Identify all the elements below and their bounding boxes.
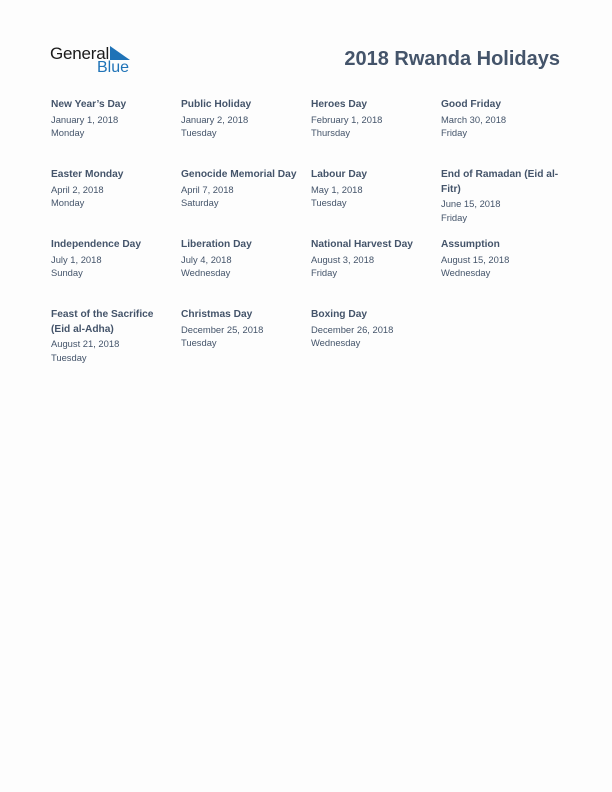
logo-text-general: General (50, 44, 110, 63)
holiday-weekday: Tuesday (181, 337, 217, 348)
holiday-date: December 26, 2018 (311, 323, 394, 335)
holiday-item (441, 238, 571, 308)
holiday-weekday: Friday (441, 211, 468, 223)
holiday-date: August 15, 2018 (441, 253, 510, 265)
holiday-grid (51, 98, 571, 378)
holiday-weekday: Monday (51, 197, 85, 208)
holiday-date: December 25, 2018 (181, 323, 264, 335)
holiday-item (181, 98, 311, 168)
holiday-weekday: Saturday (181, 197, 219, 208)
holiday-weekday: Monday (51, 127, 85, 138)
holiday-date: July 4, 2018 (181, 253, 232, 265)
holiday-date: January 2, 2018 (181, 113, 249, 125)
holiday-weekday: Thursday (311, 127, 351, 138)
holiday-item (181, 308, 311, 378)
holiday-weekday: Wednesday (181, 267, 231, 278)
holiday-weekday: Sunday (51, 267, 83, 278)
holiday-weekday: Tuesday (311, 197, 347, 208)
holiday-weekday: Wednesday (441, 267, 491, 278)
logo-text-blue: Blue (97, 59, 130, 76)
holiday-item (181, 238, 311, 308)
holiday-date: August 21, 2018 (51, 338, 120, 349)
holiday-name: Liberation Day (181, 239, 252, 250)
holiday-item (441, 98, 571, 168)
holiday-name: Genocide Memorial Day (181, 169, 297, 180)
holiday-item (181, 168, 311, 238)
holiday-date: April 2, 2018 (51, 183, 104, 195)
holiday-item (311, 168, 441, 238)
holiday-name: National Harvest Day (311, 239, 413, 250)
holiday-name: Boxing Day (311, 309, 368, 320)
holiday-date: June 15, 2018 (441, 198, 501, 209)
holiday-date: January 1, 2018 (51, 113, 119, 125)
holiday-date: April 7, 2018 (181, 183, 234, 195)
holiday-name: Good Friday (441, 99, 501, 110)
holiday-item (311, 238, 441, 308)
holiday-item (51, 98, 181, 168)
holiday-date: May 1, 2018 (311, 183, 363, 195)
holiday-name: Easter Monday (51, 169, 124, 180)
holiday-weekday: Wednesday (311, 337, 361, 348)
holiday-weekday: Friday (311, 267, 338, 278)
holiday-date: August 3, 2018 (311, 253, 375, 265)
holiday-item (51, 238, 181, 308)
holiday-date: March 30, 2018 (441, 113, 507, 125)
holiday-weekday: Tuesday (51, 351, 87, 363)
holiday-item (51, 168, 181, 238)
holiday-weekday: Tuesday (181, 127, 217, 138)
holiday-item (441, 168, 571, 238)
holiday-date: July 1, 2018 (51, 253, 102, 265)
holiday-name: New Year’s Day (51, 99, 127, 110)
holiday-name: Christmas Day (181, 309, 253, 320)
holiday-name: Labour Day (311, 169, 368, 180)
holiday-name: Independence Day (51, 239, 142, 250)
holiday-name: Assumption (441, 239, 500, 250)
holiday-name: Public Holiday (181, 99, 252, 110)
page-title: 2018 Rwanda Holidays (344, 48, 560, 70)
holiday-item (311, 98, 441, 168)
holiday-weekday: Friday (441, 127, 468, 138)
holiday-item (51, 308, 181, 378)
holiday-name: End of Ramadan (Eid al-Fitr) (441, 169, 559, 195)
holiday-date: February 1, 2018 (311, 113, 383, 125)
generalblue-logo (50, 44, 140, 78)
holiday-name: Heroes Day (311, 99, 368, 110)
holiday-name: Feast of the Sacrifice (Eid al-Adha) (51, 309, 154, 335)
logo-triangle-icon (110, 46, 130, 60)
holiday-item (311, 308, 441, 378)
